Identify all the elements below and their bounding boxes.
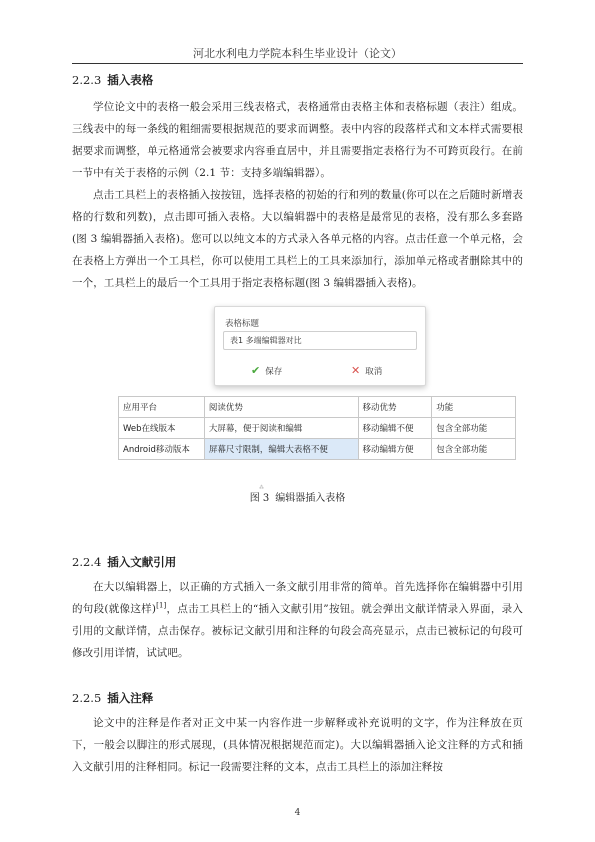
selected-table-cell[interactable]: 屏幕尺寸限制，编辑大表格不便 — [204, 439, 358, 460]
table-cell[interactable]: 包含全部功能 — [432, 439, 516, 460]
paragraph: 学位论文中的表格一般会采用三线表格式，表格通常由表格主体和表格标题（表注）组成。三线表中的每一条线的粗细需要根据规范的要求而调整。表中内容的段落样式和文本样式需要根据要求而调整，单元格通常会被要求内容垂直居中，并且需要指定表格行为不可跨页段行。在前一节中有关于表格的示例（2.1 节：支持多端编辑器）。 — [72, 101, 523, 179]
section-number: 2.2.5 — [72, 691, 102, 705]
cancel-label: 取消 — [365, 366, 383, 377]
section-title: 插入文献引用 — [107, 555, 177, 569]
paragraph — [72, 576, 523, 664]
header-rule — [72, 63, 523, 64]
table-title-dialog — [214, 306, 426, 386]
section-heading-2-2-3 — [72, 72, 523, 88]
editor-table — [118, 396, 516, 460]
running-header: 河北水利电力学院本科生毕业设计（论文） — [193, 47, 402, 60]
cancel-button[interactable] — [351, 364, 382, 377]
table-cell[interactable]: Android移动版本 — [119, 439, 205, 460]
table-cell[interactable]: 移动优势 — [358, 397, 432, 418]
table-row — [119, 418, 516, 439]
table-row — [119, 439, 516, 460]
table-cell[interactable]: 包含全部功能 — [432, 418, 516, 439]
paragraph-text: ，点击工具栏上的“插入文献引用”按钮。就会弹出文献详情录入界面，录入引用的文献详情，点击保存。被标记文献引用和注释的句段会高亮显示，点击已被标记的句段可修改引用详情，试试吧。 — [72, 603, 524, 659]
editor-figure — [118, 306, 516, 491]
save-label: 保存 — [265, 366, 283, 377]
paragraph: 论文中的注释是作者对正文中某一内容作进一步解释或补充说明的文字，作为注释放在页下，一般会以脚注的形式展现，(具体情况根据规范而定)。大以编辑器插入论文注释的方式和插入文献引用的注释相同。标记一段需要注释的文本，点击工具栏上的添加注释按 — [72, 717, 523, 773]
table-cell[interactable]: 移动编辑方便 — [358, 439, 432, 460]
table-cell[interactable]: 大屏幕，便于阅读和编辑 — [204, 418, 358, 439]
section-title: 插入注释 — [107, 691, 154, 705]
paragraph-text: 在大以编辑器上，以正确的方式插入一条文献引用非常的简单。首先选择你在编辑器中引用的句段(就像这样) — [72, 581, 523, 615]
section-number: 2.2.3 — [72, 73, 102, 87]
table-row — [119, 397, 516, 418]
table-cell[interactable]: 移动编辑不便 — [358, 418, 432, 439]
page-number: 4 — [294, 808, 301, 818]
paragraph: 点击工具栏上的表格插入按按钮，选择表格的初始的行和列的数量(你可以在之后随时新增表格的行数和列数)，点击即可插入表格。大以编辑器中的表格是最常见的表格，没有那么多套路(图 3 编辑器插入表格)。您可以以纯文本的方式录入各单元格的内容。点击任意一个单元格，会在表格上方弹出一个工具栏，你可以使用工具栏上的工具来添加行，添加单元格或者删除其中的一个，工具栏上的最后一个工具用于指定表格标题(图 3 编辑器插入表格)。 — [72, 189, 523, 289]
section-number: 2.2.4 — [72, 555, 102, 569]
section-heading-2-2-5 — [72, 690, 523, 706]
figure-number: 图 3 — [249, 493, 270, 504]
section-heading-2-2-4 — [72, 554, 523, 570]
section-title: 插入表格 — [107, 73, 154, 87]
check-icon: ✔ — [251, 364, 261, 377]
figure-caption-text: 编辑器插入表格 — [275, 493, 346, 504]
table-cell[interactable]: 应用平台 — [119, 397, 205, 418]
dialog-label: 表格标题 — [225, 319, 260, 329]
figure-caption — [72, 492, 523, 506]
citation-mark[interactable]: [1] — [156, 601, 167, 610]
table-title-input[interactable]: 表1 多端编辑器对比 — [223, 331, 417, 350]
table-cell[interactable]: Web在线版本 — [119, 418, 205, 439]
table-cell[interactable]: 阅读优势 — [204, 397, 358, 418]
save-button[interactable] — [251, 364, 282, 377]
table-cell[interactable]: 功能 — [432, 397, 516, 418]
cross-icon: ✕ — [351, 364, 361, 377]
small-mark: ⁂ — [259, 485, 264, 491]
